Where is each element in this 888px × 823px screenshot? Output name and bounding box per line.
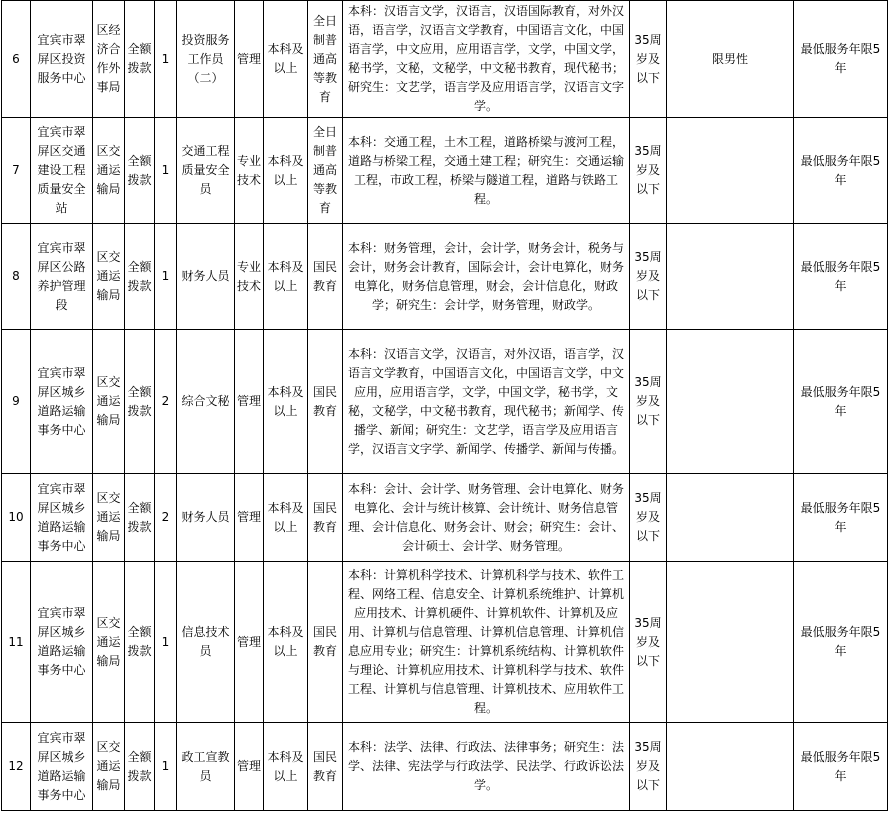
education-level: 本科及以上: [264, 330, 308, 474]
education-type: 全日制普通高等教育: [308, 1, 343, 118]
education-level: 本科及以上: [264, 1, 308, 118]
education-level: 本科及以上: [264, 224, 308, 330]
age-limit: 35周岁及以下: [630, 723, 667, 811]
education-level: 本科及以上: [264, 118, 308, 224]
row-number: 7: [2, 118, 31, 224]
position-name: 综合文秘: [177, 330, 235, 474]
funding-type: 全额拨款: [125, 224, 155, 330]
position-name: 交通工程质量安全员: [177, 118, 235, 224]
service-term: 最低服务年限5年: [794, 562, 888, 723]
funding-type: 全额拨款: [125, 118, 155, 224]
service-term: 最低服务年限5年: [794, 224, 888, 330]
education-type: 国民教育: [308, 474, 343, 562]
other-conditions: [667, 330, 794, 474]
department: 区经济合作外事局: [93, 1, 125, 118]
hiring-count: 1: [155, 562, 177, 723]
position-category: 管理: [235, 723, 264, 811]
other-conditions: [667, 224, 794, 330]
department: 区交通运输局: [93, 118, 125, 224]
position-name: 财务人员: [177, 474, 235, 562]
education-type: 国民教育: [308, 224, 343, 330]
hiring-count: 2: [155, 330, 177, 474]
other-conditions: [667, 562, 794, 723]
other-conditions: [667, 474, 794, 562]
table-row: [2, 118, 888, 224]
hiring-count: 2: [155, 474, 177, 562]
other-conditions: [667, 723, 794, 811]
position-name: 财务人员: [177, 224, 235, 330]
hiring-unit: 宜宾市翠屏区交通建设工程质量安全站: [31, 118, 93, 224]
hiring-count: 1: [155, 118, 177, 224]
service-term: 最低服务年限5年: [794, 474, 888, 562]
funding-type: 全额拨款: [125, 330, 155, 474]
table-row: [2, 224, 888, 330]
other-conditions: 限男性: [667, 1, 794, 118]
position-category: 专业技术: [235, 224, 264, 330]
hiring-unit: 宜宾市翠屏区城乡道路运输事务中心: [31, 562, 93, 723]
service-term: 最低服务年限5年: [794, 118, 888, 224]
hiring-unit: 宜宾市翠屏区城乡道路运输事务中心: [31, 474, 93, 562]
table-row: [2, 330, 888, 474]
table-row: [2, 474, 888, 562]
position-category: 管理: [235, 1, 264, 118]
department: 区交通运输局: [93, 474, 125, 562]
major-requirements: 本科：计算机科学技术、计算机科学与技术、软件工程、网络工程、信息安全、计算机系统维护、计算机应用技术、计算机硬件、计算机软件、计算机及应用、计算机与信息管理、计算机信息管理、计算机信息应用专业；研究生：计算机系统结构、计算机软件与理论、计算机应用技术、计算机科学与技术、软件工程、计算机与信息管理、计算机技术、应用软件工程。: [343, 562, 630, 723]
table-row: [2, 723, 888, 811]
funding-type: 全额拨款: [125, 723, 155, 811]
hiring-unit: 宜宾市翠屏区城乡道路运输事务中心: [31, 723, 93, 811]
position-category: 管理: [235, 562, 264, 723]
major-requirements: 本科：法学、法律、行政法、法律事务；研究生：法学、法律、宪法学与行政法学、民法学、行政诉讼法学。: [343, 723, 630, 811]
education-type: 国民教育: [308, 330, 343, 474]
other-conditions: [667, 118, 794, 224]
department: 区交通运输局: [93, 224, 125, 330]
row-number: 6: [2, 1, 31, 118]
position-name: 政工宣教员: [177, 723, 235, 811]
position-category: 管理: [235, 330, 264, 474]
major-requirements: 本科：财务管理，会计，会计学，财务会计，税务与会计，财务会计教育，国际会计，会计电算化，财务电算化，财务信息管理，财会，会计信息化，财政学；研究生：会计学，财务管理，财政学。: [343, 224, 630, 330]
row-number: 11: [2, 562, 31, 723]
education-type: 国民教育: [308, 723, 343, 811]
department: 区交通运输局: [93, 562, 125, 723]
education-level: 本科及以上: [264, 474, 308, 562]
funding-type: 全额拨款: [125, 1, 155, 118]
age-limit: 35周岁及以下: [630, 224, 667, 330]
funding-type: 全额拨款: [125, 562, 155, 723]
department: 区交通运输局: [93, 723, 125, 811]
education-level: 本科及以上: [264, 723, 308, 811]
row-number: 9: [2, 330, 31, 474]
table-row: [2, 562, 888, 723]
row-number: 8: [2, 224, 31, 330]
hiring-unit: 宜宾市翠屏区投资服务中心: [31, 1, 93, 118]
position-name: 信息技术员: [177, 562, 235, 723]
hiring-unit: 宜宾市翠屏区公路养护管理段: [31, 224, 93, 330]
row-number: 12: [2, 723, 31, 811]
education-level: 本科及以上: [264, 562, 308, 723]
recruitment-table: [1, 0, 888, 811]
table-row: [2, 1, 888, 118]
age-limit: 35周岁及以下: [630, 474, 667, 562]
major-requirements: 本科：汉语言文学，汉语言，汉语国际教育，对外汉语，语言学，汉语言文学教育，中国语言文化，中国语言学，中文应用，应用语言学，文学，中国文学，秘书学，文秘，文秘学，中文秘书教育，现代秘书；研究生：文艺学，语言学及应用语言学，汉语言文字学。: [343, 1, 630, 118]
service-term: 最低服务年限5年: [794, 723, 888, 811]
hiring-count: 1: [155, 1, 177, 118]
age-limit: 35周岁及以下: [630, 1, 667, 118]
age-limit: 35周岁及以下: [630, 330, 667, 474]
hiring-unit: 宜宾市翠屏区城乡道路运输事务中心: [31, 330, 93, 474]
funding-type: 全额拨款: [125, 474, 155, 562]
major-requirements: 本科：汉语言文学，汉语言，对外汉语，语言学，汉语言文学教育，中国语言文化，中国语言文学，中文应用，应用语言学，文学，中国文学，秘书学，文秘，文秘学，中文秘书教育，现代秘书；新闻学、传播学、新闻；研究生：文艺学，语言学及应用语言学，汉语言文字学、新闻学、传播学、新闻与传播。: [343, 330, 630, 474]
hiring-count: 1: [155, 224, 177, 330]
position-category: 管理: [235, 474, 264, 562]
position-category: 专业技术: [235, 118, 264, 224]
major-requirements: 本科：会计、会计学、财务管理、会计电算化、财务电算化、会计与统计核算、会计统计、财务信息管理、会计信息化、财务会计、财会；研究生：会计、会计硕士、会计学、财务管理。: [343, 474, 630, 562]
education-type: 国民教育: [308, 562, 343, 723]
position-name: 投资服务工作员（二）: [177, 1, 235, 118]
major-requirements: 本科：交通工程，土木工程，道路桥梁与渡河工程，道路与桥梁工程，交通土建工程；研究生：交通运输工程，市政工程，桥梁与隧道工程，道路与铁路工程。: [343, 118, 630, 224]
age-limit: 35周岁及以下: [630, 562, 667, 723]
hiring-count: 1: [155, 723, 177, 811]
education-type: 全日制普通高等教育: [308, 118, 343, 224]
service-term: 最低服务年限5年: [794, 1, 888, 118]
age-limit: 35周岁及以下: [630, 118, 667, 224]
service-term: 最低服务年限5年: [794, 330, 888, 474]
row-number: 10: [2, 474, 31, 562]
department: 区交通运输局: [93, 330, 125, 474]
